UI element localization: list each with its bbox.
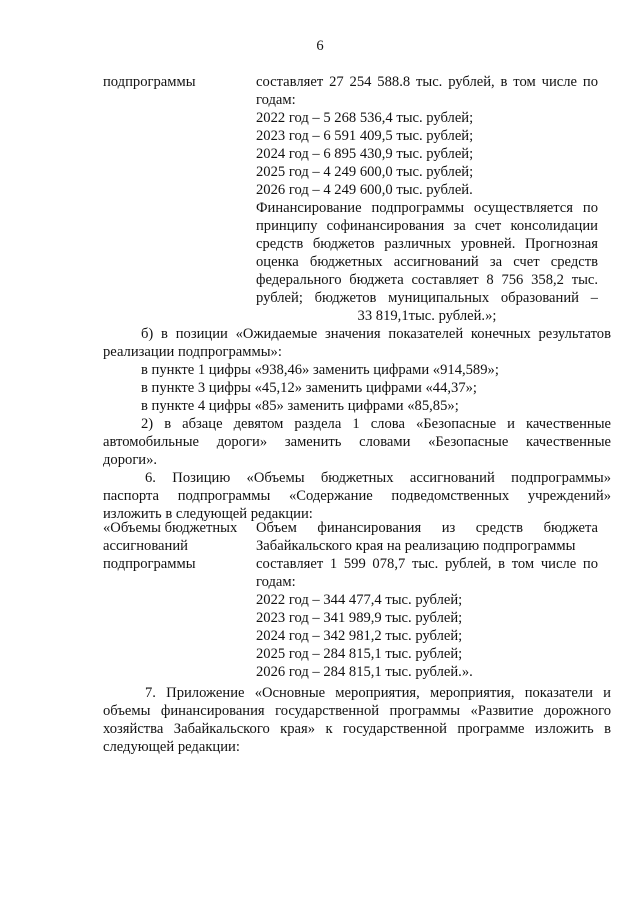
paragraph-line: б) в позиции «Ожидаемые значения показателей конечных результатов <box>141 326 611 342</box>
text-line: средств бюджетов различных уровней. Прогнозная <box>256 236 598 252</box>
paragraph-line: хозяйства Забайкальского края» к государственной программе изложить в <box>103 721 611 737</box>
text-line: составляет 27 254 588.8 тыс. рублей, в том числе по <box>256 74 598 90</box>
passport-label <box>103 73 251 91</box>
text-line: Финансирование подпрограммы осуществляется по <box>256 200 598 216</box>
text-line: 2026 год – 4 249 600,0 тыс. рублей. <box>256 182 473 198</box>
paragraph-line: в пункте 4 цифры «85» заменить цифрами «85,85»; <box>141 398 459 414</box>
paragraph-line: 2) в абзаце девятом раздела 1 слова «Безопасные и качественные <box>141 416 611 432</box>
text-line: Объем финансирования из средств бюджета <box>256 520 598 536</box>
text-line: Забайкальского края на реализацию подпрограммы <box>256 538 576 554</box>
paragraph-line: 6. Позицию «Объемы бюджетных ассигнований подпрограммы» <box>145 470 611 486</box>
paragraph-line: в пункте 1 цифры «938,46» заменить цифрами «914,589»; <box>141 362 499 378</box>
label-line: «Объемы бюджетных <box>103 520 238 536</box>
amendments-text-2 <box>103 684 611 756</box>
text-line: 2023 год – 341 989,9 тыс. рублей; <box>256 610 463 626</box>
text-line: федерального бюджета составляет 8 756 358,2 тыс. <box>256 272 598 288</box>
passport-value <box>256 519 598 681</box>
text-line: рублей; бюджетов муниципальных образований – <box>256 290 598 306</box>
label-line: подпрограммы <box>103 556 196 572</box>
paragraph-line: автомобильные дороги» заменить словами «Безопасные качественные <box>103 434 611 450</box>
paragraph-line: изложить в следующей редакции: <box>103 506 313 522</box>
text-line: составляет 1 599 078,7 тыс. рублей, в том числе по <box>256 556 598 572</box>
paragraph-line: 7. Приложение «Основные мероприятия, мероприятия, показатели и <box>145 685 611 701</box>
paragraph-line: следующей редакции: <box>103 739 240 755</box>
passport-label <box>103 519 251 573</box>
label-line: подпрограммы <box>103 74 196 90</box>
paragraph-line: дороги». <box>103 452 158 468</box>
page-number: 6 <box>316 38 324 54</box>
text-line: годам: <box>256 574 296 590</box>
text-line: 2024 год – 342 981,2 тыс. рублей; <box>256 628 463 644</box>
text-line: 2024 год – 6 895 430,9 тыс. рублей; <box>256 146 474 162</box>
text-line: 2022 год – 344 477,4 тыс. рублей; <box>256 592 463 608</box>
passport-value <box>256 73 598 325</box>
text-line: 2026 год – 284 815,1 тыс. рублей.». <box>256 664 473 680</box>
text-line: 33 819,1тыс. рублей.»; <box>357 308 497 324</box>
amendments-text <box>103 325 611 523</box>
paragraph-line: объемы финансирования государственной программы «Развитие дорожного <box>103 703 611 719</box>
text-line: 2023 год – 6 591 409,5 тыс. рублей; <box>256 128 474 144</box>
paragraph-line: паспорта подпрограммы «Содержание подведомственных учреждений» <box>103 488 611 504</box>
label-line: ассигнований <box>103 538 188 554</box>
paragraph-line: реализации подпрограммы»: <box>103 344 282 360</box>
text-line: оценка бюджетных ассигнований за счет средств <box>256 254 598 270</box>
text-line: 2025 год – 4 249 600,0 тыс. рублей; <box>256 164 474 180</box>
text-line: годам: <box>256 92 296 108</box>
text-line: 2022 год – 5 268 536,4 тыс. рублей; <box>256 110 474 126</box>
paragraph-line: в пункте 3 цифры «45,12» заменить цифрами «44,37»; <box>141 380 477 396</box>
text-line: 2025 год – 284 815,1 тыс. рублей; <box>256 646 463 662</box>
text-line: принципу софинансирования за счет консолидации <box>256 218 598 234</box>
